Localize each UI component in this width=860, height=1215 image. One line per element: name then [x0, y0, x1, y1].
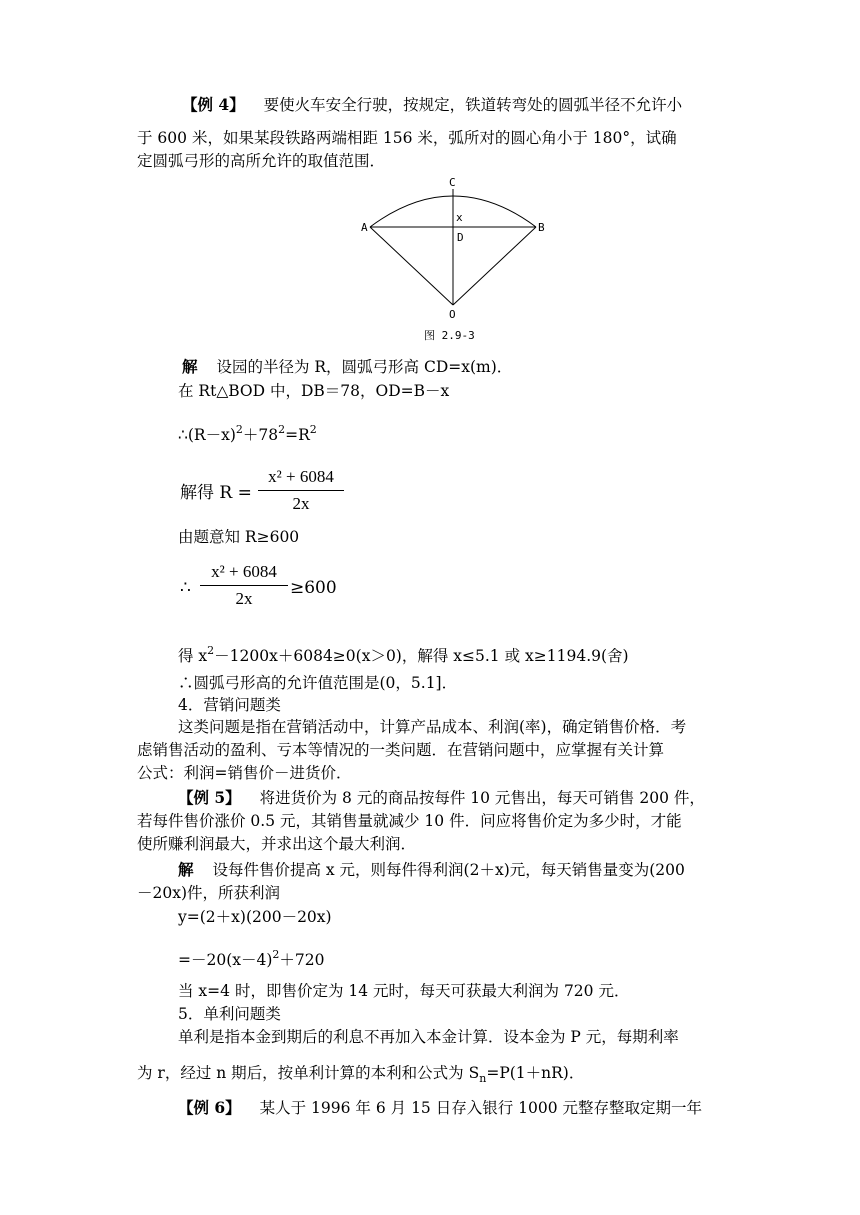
sol4-line-1 — [182, 356, 512, 378]
solution-label: 解 — [182, 357, 198, 376]
section-4-p3: 公式：利润=销售价－进货价． — [137, 764, 352, 782]
example-label: 【例 5】 — [178, 788, 241, 807]
radius-ob — [453, 227, 536, 305]
section-5-p1: 单利是指本金到期后的利息不再加入本金计算．设本金为 P 元，每期利率 — [178, 1028, 679, 1046]
section-5-p2: 为 r，经过 n 期后，按单利计算的本利和公式为 $S_n=P(1+nR)$． — [137, 1064, 585, 1085]
ex5-line-1 — [178, 787, 705, 809]
ex5-line-3: 使所赚利润最大，并求出这个最大利润． — [137, 835, 417, 853]
figure-caption: 图 2.9-3 — [424, 329, 475, 342]
sol5-line-3: y=(2＋x)(200－20x) — [178, 908, 332, 926]
fraction-inequality — [200, 560, 288, 611]
result-line: 得 $x^2-1200x+6084\ge 0(x>0)$，解得 x≤5.1 或 x≥1194.9(舍) — [178, 644, 629, 665]
solution-label: 解 — [178, 860, 194, 879]
sol5-line-4: $=-20(x-4)^2+720$ — [178, 948, 325, 969]
label-x: x — [456, 211, 463, 224]
text: 设园的半径为 R，圆弧弓形高 CD=x(m)． — [216, 358, 513, 376]
label-b: B — [538, 221, 545, 234]
label-c: C — [449, 176, 456, 189]
sol5-line-2: －20x)件，所获利润 — [137, 884, 281, 902]
fraction-denominator: 2x — [235, 589, 253, 608]
ex4-line-3: 定圆弧弓形的高所允许的取值范围． — [137, 152, 386, 170]
label-o: O — [449, 308, 456, 321]
text: 将进货价为 8 元的商品按每件 10 元售出，每天可销售 200 件， — [259, 789, 705, 807]
label-d: D — [457, 231, 464, 244]
sol5-line-5: 当 x=4 时，即售价定为 14 元时，每天可获最大利润为 720 元． — [178, 982, 630, 1000]
example-label: 【例 6】 — [178, 1098, 241, 1117]
section-4-p2: 虑销售活动的盈利、亏本等情况的一类问题．在营销问题中，应掌握有关计算 — [137, 741, 665, 759]
conclusion-line: ∴圆弧弓形高的允许值范围是(0，5.1]． — [178, 674, 458, 692]
equation-1: $\therefore(R-x)^2+78^2=R^2$ — [178, 423, 317, 444]
text: 设每件售价提高 x 元，则每件得利润(2＋x)元，每天销售量变为(200 — [212, 861, 685, 879]
ex4-line-2: 于 600 米，如果某段铁路两端相距 156 米，弧所对的圆心角小于 180°，试确 — [137, 129, 677, 147]
ex4-line-1 — [182, 94, 682, 116]
label-a: A — [361, 221, 368, 234]
example-label: 【例 4】 — [182, 95, 245, 114]
ex5-line-2: 若每件售价涨价 0.5 元，其销售量就减少 10 件．问应将售价定为多少时，才能 — [137, 812, 682, 830]
therefore-symbol: ∴ — [180, 578, 191, 598]
text: 要使火车安全行驶，按规定，铁道转弯处的圆弧半径不允许小 — [263, 96, 683, 114]
arc-diagram-figure — [358, 175, 558, 345]
section-5-title: 5．单利问题类 — [178, 1005, 281, 1023]
ex6-line-1 — [178, 1097, 702, 1119]
fraction-numerator: x² + 6084 — [211, 562, 277, 581]
solve-r-prefix: 解得 R = — [180, 483, 252, 503]
text: 某人于 1996 年 6 月 15 日存入银行 1000 元整存整取定期一年 — [259, 1099, 703, 1117]
fraction-denominator: 2x — [292, 494, 310, 513]
fraction-numerator: x² + 6084 — [268, 467, 334, 486]
section-4-title: 4．营销问题类 — [178, 696, 281, 714]
radius-oa — [370, 227, 453, 305]
sol5-line-1 — [178, 859, 685, 881]
condition-line: 由题意知 R≥600 — [178, 528, 300, 546]
fraction-r — [258, 465, 344, 516]
section-4-p1: 这类问题是指在营销活动中，计算产品成本、利润(率)，确定销售价格．考 — [178, 718, 687, 736]
inequality-rhs: ≥600 — [290, 578, 337, 598]
sol4-line-2: 在 Rt△BOD 中，DB＝78，OD=B－x — [178, 382, 450, 400]
